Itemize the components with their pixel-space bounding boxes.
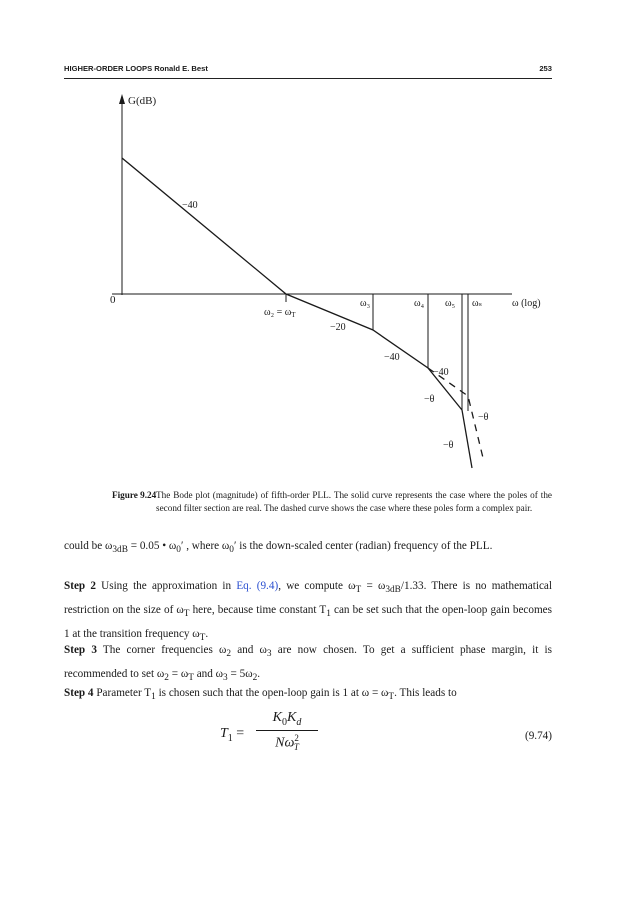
caption-lead: Figure 9.24	[112, 490, 157, 500]
y-axis-label: G(dB)	[128, 95, 157, 107]
equation-fraction	[256, 710, 318, 752]
slope-label: −20	[330, 322, 346, 333]
slope-label: −40	[384, 352, 400, 363]
slope-label: −40	[182, 200, 198, 211]
paragraph-step4: Step 4 Parameter $T_1$ is chosen such that the open-loop gain is 1 at $\omega = \omega_T$. This leads to	[64, 687, 457, 703]
omega2-label: $\omega_2 = \omega_T$	[264, 307, 296, 319]
equation-number: (9.74)	[524, 730, 552, 742]
solid-curve	[122, 158, 472, 468]
origin-label: 0	[110, 294, 116, 306]
figure-caption	[112, 489, 552, 514]
slope-label: −40	[433, 367, 449, 378]
equation-9-74	[200, 708, 552, 768]
equation-numerator: $K_0K_d$	[256, 710, 318, 731]
equation-denominator: $N\omega^2_T$	[275, 732, 299, 753]
caption-text: The Bode plot (magnitude) of fifth-order PLL. The solid curve represents the case where the poles of the second filter section are real. The dashed curve shows the case where these poles form a complex pair.	[156, 490, 552, 513]
slope-label: −θ	[478, 412, 489, 423]
paragraph-step2: Step 2 Using the approximation in Eq. (9.4), we compute $\omega_T = \omega_{3dB}/1.33$. There is no mathematical restriction on the size of $\omega_T$ here, because time constant $T_1$ can be set such that the open-loop gain becomes 1 at the transition frequency $\omega_T$.	[64, 580, 552, 644]
paragraph-step3: Step 3 The corner frequencies $\omega_2$ and $\omega_3$ are now chosen. To get a sufficient phase margin, it is recommended to set $\omega_2 = \omega_T$ and $\omega_3 = 5\omega_2$.	[64, 644, 552, 684]
running-title: HIGHER-ORDER LOOPS Ronald E. Best	[64, 64, 208, 73]
omega3-label: ω₃	[360, 298, 371, 309]
slope-label: −θ	[424, 394, 435, 405]
omegas-label: ωₛ	[472, 298, 482, 309]
x-axis-label: ω (log)	[512, 298, 541, 309]
dashed-curve	[428, 368, 484, 462]
y-axis-arrow	[119, 94, 125, 104]
equation-lhs: $T_1$ =	[220, 726, 245, 744]
step4-label: Step 4	[64, 687, 94, 699]
slope-label: −θ	[443, 440, 454, 451]
paragraph-continuation: could be $\omega_{3dB} = 0.05$ • $\omega_0'$ , where $\omega_0'$ is the down-scaled center (radian) frequency of the PLL.	[64, 540, 493, 556]
step3-label: Step 3	[64, 644, 97, 656]
step2-label: Step 2	[64, 580, 96, 592]
page-number: 253	[539, 64, 552, 73]
omega4-label: ω₄	[414, 298, 425, 309]
equation-link[interactable]: Eq. (9.4)	[236, 580, 279, 592]
omega5-label: ω₅	[445, 298, 456, 309]
